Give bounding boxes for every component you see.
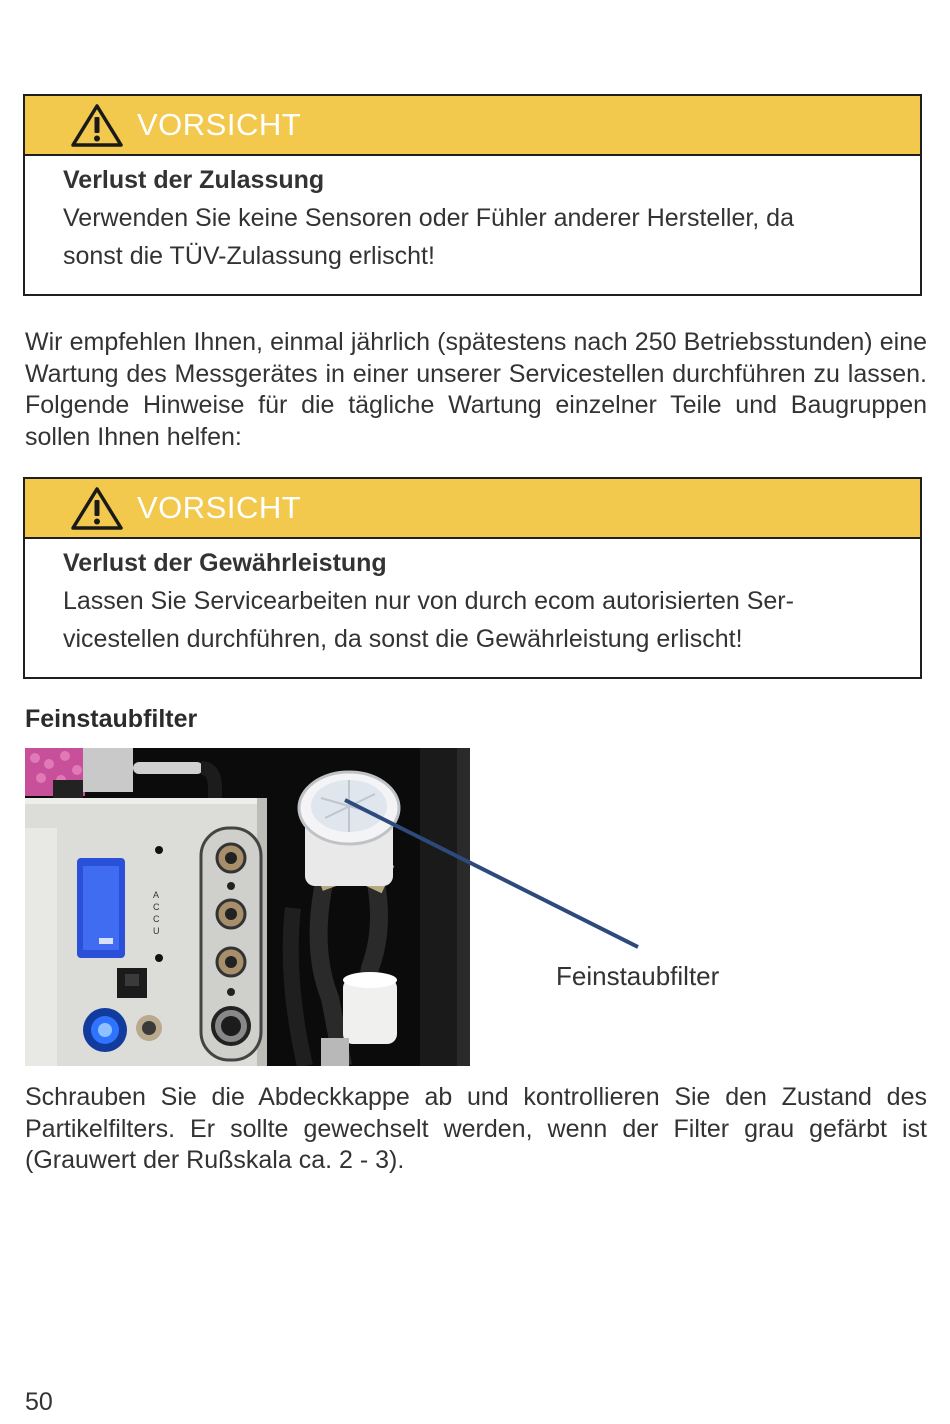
warning-triangle-icon — [71, 103, 123, 147]
filter-paragraph: Schrauben Sie die Abdeckkappe ab und kontrollieren Sie den Zustand des Partikelfilters. Er sollte gewechselt werden, wenn der Filter grau gefärbt ist (Grauwert der Rußskala ca. 2 - 3). — [25, 1083, 927, 1174]
caution-subtitle: Verlust der Zulassung — [63, 166, 325, 194]
accu-label: A C C U — [153, 890, 160, 936]
caution-body — [25, 539, 920, 658]
caution-header — [25, 479, 920, 539]
caution-title: VORSICHT — [137, 107, 302, 142]
photo-callout-label: Feinstaubfilter — [556, 961, 720, 991]
caution-box-warranty — [23, 477, 922, 679]
caution-title: VORSICHT — [137, 490, 302, 525]
warning-triangle-icon — [71, 486, 123, 530]
device-photo — [25, 748, 470, 1066]
intro-paragraph: Wir empfehlen Ihnen, einmal jährlich (spätestens nach 250 Betriebsstunden) eine Wartung des Messgerätes in einer unserer Servicestellen durchführen zu lassen. Folgende Hinweise für die tägliche Wartung einzelner Teile und Baugruppen sollen Ihnen helfen: — [25, 328, 927, 451]
section-heading: Feinstaubfilter — [25, 705, 198, 733]
page-number: 50 — [25, 1388, 53, 1416]
caution-text-line: vicestellen durchführen, da sonst die Gewährleistung erlischt! — [63, 625, 743, 653]
caution-text-line: Verwenden Sie keine Sensoren oder Fühler anderer Hersteller, da — [63, 204, 794, 232]
caution-subtitle: Verlust der Gewährleistung — [63, 549, 387, 577]
caution-text-line: sonst die TÜV-Zulassung erlischt! — [63, 242, 435, 270]
caution-text-line: Lassen Sie Servicearbeiten nur von durch ecom autorisierten Ser- — [63, 587, 794, 615]
caution-box-approval — [23, 94, 922, 296]
caution-header — [25, 96, 920, 156]
caution-body — [25, 156, 920, 275]
